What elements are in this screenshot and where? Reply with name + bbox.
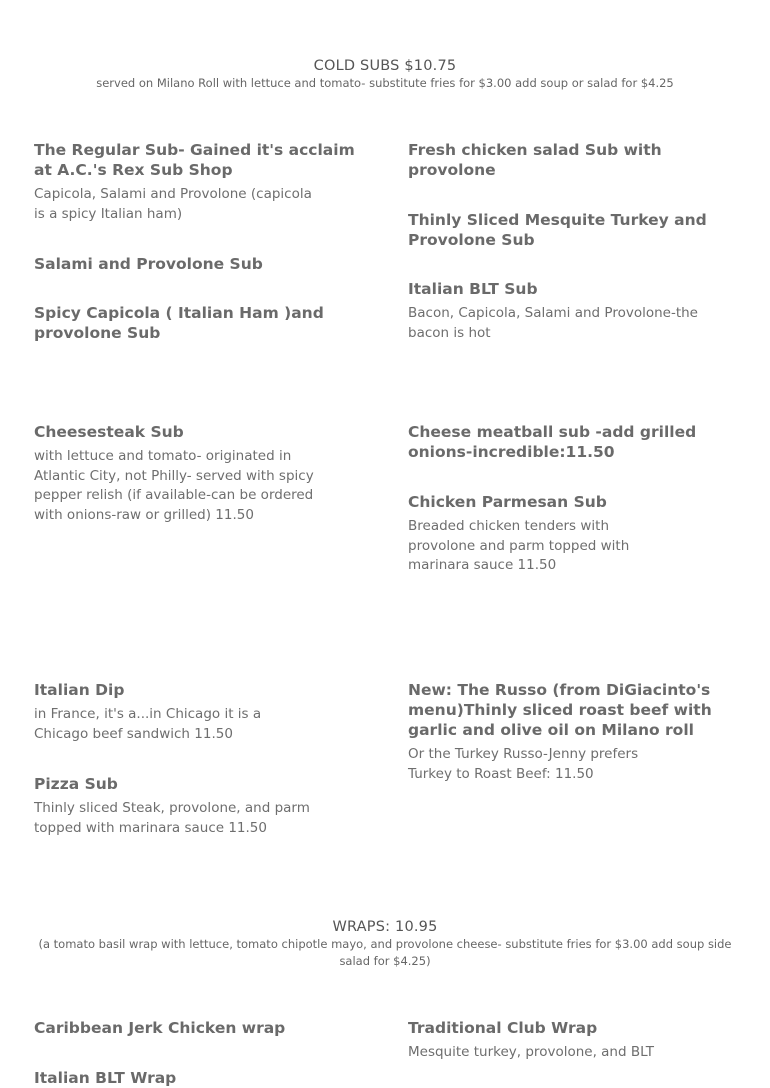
cold-subs-header xyxy=(0,58,770,92)
menu-item xyxy=(34,254,364,274)
item-description: Thinly sliced Steak, provolone, and parm topped with marinara sauce 11.50 xyxy=(34,800,310,836)
item-name: Fresh chicken salad Sub with provolone xyxy=(408,141,662,179)
item-description: with lettuce and tomato- originated in Atlantic City, not Philly- served with spicy pepper relish (if available-can be ordered with onions-raw or grilled) 11.50 xyxy=(34,448,314,523)
menu-item xyxy=(34,140,364,224)
item-name: Italian Dip xyxy=(34,681,125,699)
item-name: Pizza Sub xyxy=(34,775,118,793)
item-description: Bacon, Capicola, Salami and Provolone-the bacon is hot xyxy=(408,305,698,341)
menu-item xyxy=(408,680,718,784)
item-name: Spicy Capicola ( Italian Ham )and provolone Sub xyxy=(34,304,324,342)
item-description: Capicola, Salami and Provolone (capicola is a spicy Italian ham) xyxy=(34,186,312,222)
section-title: COLD SUBS $10.75 xyxy=(313,58,457,74)
item-name: Salami and Provolone Sub xyxy=(34,255,263,273)
section-title: WRAPS: 10.95 xyxy=(332,919,438,935)
menu-item xyxy=(408,1018,718,1063)
item-name: Cheesesteak Sub xyxy=(34,423,184,441)
item-name: Cheese meatball sub -add grilled onions-incredible:11.50 xyxy=(408,423,697,461)
menu-item xyxy=(34,774,364,838)
section-note: served on Milano Roll with lettuce and tomato- substitute fries for $3.00 add soup or salad for $4.25 xyxy=(96,76,674,90)
item-name: The Regular Sub- Gained it's acclaim at A.C.'s Rex Sub Shop xyxy=(34,141,355,179)
menu-item xyxy=(34,422,364,525)
item-name: Italian BLT Sub xyxy=(408,280,538,298)
menu-item xyxy=(408,210,718,250)
item-name: Traditional Club Wrap xyxy=(408,1019,598,1037)
menu-item xyxy=(34,1068,364,1088)
menu-item xyxy=(408,422,718,462)
item-description: Breaded chicken tenders with provolone and parm topped with marinara sauce 11.50 xyxy=(408,518,630,573)
item-name: Chicken Parmesan Sub xyxy=(408,493,607,511)
menu-item xyxy=(408,492,718,576)
item-name: Thinly Sliced Mesquite Turkey and Provolone Sub xyxy=(408,211,707,249)
menu-item xyxy=(34,1018,364,1038)
item-name: Italian BLT Wrap xyxy=(34,1069,177,1087)
item-name: Caribbean Jerk Chicken wrap xyxy=(34,1019,286,1037)
item-description: Or the Turkey Russo-Jenny prefers Turkey to Roast Beef: 11.50 xyxy=(408,746,639,782)
item-description: Mesquite turkey, provolone, and BLT xyxy=(408,1044,655,1060)
item-name: New: The Russo (from DiGiacinto's menu)Thinly sliced roast beef with garlic and olive oil on Milano roll xyxy=(408,681,712,739)
menu-item xyxy=(408,279,718,343)
menu-item xyxy=(408,140,718,180)
menu-item xyxy=(34,303,364,343)
section-note: (a tomato basil wrap with lettuce, tomato chipotle mayo, and provolone cheese- substitute fries for $3.00 add soup side salad for $4.25) xyxy=(38,937,732,968)
wraps-header xyxy=(0,919,770,970)
item-description: in France, it's a...in Chicago it is a Chicago beef sandwich 11.50 xyxy=(34,706,262,742)
menu-item xyxy=(34,680,364,744)
